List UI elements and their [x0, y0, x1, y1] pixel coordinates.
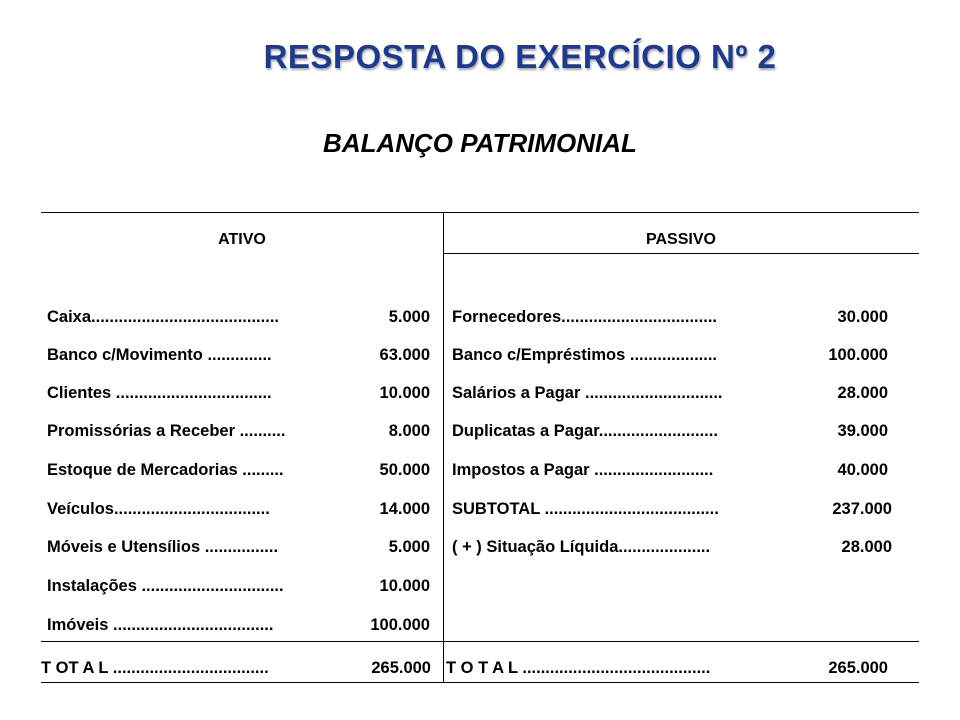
ativo-row — [47, 305, 430, 329]
column-divider — [443, 212, 444, 682]
ativo-value: 50.000 — [379, 461, 430, 479]
ativo-label: Imóveis ................................... — [47, 616, 274, 634]
ativo-label: Clientes .................................. — [47, 384, 272, 402]
passivo-row — [452, 381, 888, 405]
ativo-row — [47, 613, 430, 637]
header-divider — [443, 253, 919, 254]
ativo-row — [47, 497, 430, 521]
passivo-value: 40.000 — [837, 461, 888, 479]
ativo-header: ATIVO — [218, 231, 266, 248]
slide-title: RESPOSTA DO EXERCÍCIO Nº 2 — [263, 38, 777, 75]
passivo-label: Duplicatas a Pagar.......................... — [452, 422, 718, 440]
passivo-row — [452, 458, 888, 482]
table-top-border — [41, 212, 919, 213]
ativo-label: Banco c/Movimento .............. — [47, 346, 272, 364]
passivo-label: Fornecedores.................................. — [452, 308, 717, 326]
ativo-label: Promissórias a Receber .......... — [47, 422, 286, 440]
ativo-value: 5.000 — [388, 308, 430, 326]
ativo-label: Móveis e Utensílios ................ — [47, 538, 279, 556]
table-bottom-border — [41, 682, 919, 683]
passivo-label: SUBTOTAL ...................................... — [452, 500, 719, 518]
passivo-total-value: 265.000 — [828, 659, 888, 677]
ativo-label: Estoque de Mercadorias ......... — [47, 461, 284, 479]
ativo-row — [47, 535, 430, 559]
passivo-header: PASSIVO — [646, 231, 716, 248]
passivo-value: 28.000 — [841, 538, 892, 556]
ativo-total-value: 265.000 — [371, 659, 431, 677]
passivo-row — [452, 343, 888, 367]
passivo-row — [452, 305, 888, 329]
passivo-total-row — [446, 656, 888, 680]
ativo-value: 100.000 — [370, 616, 430, 634]
passivo-label: Impostos a Pagar .......................... — [452, 461, 714, 479]
ativo-label: Veículos.................................. — [47, 500, 270, 518]
total-top-border — [41, 641, 919, 642]
passivo-label: Banco c/Empréstimos ................... — [452, 346, 717, 364]
ativo-value: 63.000 — [379, 346, 430, 364]
ativo-row — [47, 343, 430, 367]
ativo-value: 8.000 — [388, 422, 430, 440]
passivo-label: Salários a Pagar .............................. — [452, 384, 723, 402]
passivo-row — [452, 497, 892, 521]
passivo-label: ( + ) Situação Líquida.................... — [452, 538, 711, 556]
ativo-total-label: T OT A L .................................. — [41, 659, 269, 677]
passivo-value: 39.000 — [837, 422, 888, 440]
passivo-value: 28.000 — [837, 384, 888, 402]
balance-sheet-title: BALANÇO PATRIMONIAL — [323, 128, 637, 158]
ativo-row — [47, 419, 430, 443]
passivo-value: 100.000 — [828, 346, 888, 364]
ativo-value: 5.000 — [388, 538, 430, 556]
passivo-row — [452, 419, 888, 443]
ativo-value: 10.000 — [379, 384, 430, 402]
passivo-row — [452, 535, 892, 559]
passivo-value: 30.000 — [837, 308, 888, 326]
ativo-row — [47, 381, 430, 405]
passivo-value: 237.000 — [832, 500, 892, 518]
ativo-value: 10.000 — [379, 577, 430, 595]
passivo-total-label: T O T A L ......................................... — [446, 659, 711, 677]
ativo-value: 14.000 — [379, 500, 430, 518]
ativo-total-row — [41, 656, 431, 680]
ativo-row — [47, 574, 430, 598]
ativo-row — [47, 458, 430, 482]
ativo-label: Caixa......................................... — [47, 308, 279, 326]
ativo-label: Instalações ............................... — [47, 577, 284, 595]
